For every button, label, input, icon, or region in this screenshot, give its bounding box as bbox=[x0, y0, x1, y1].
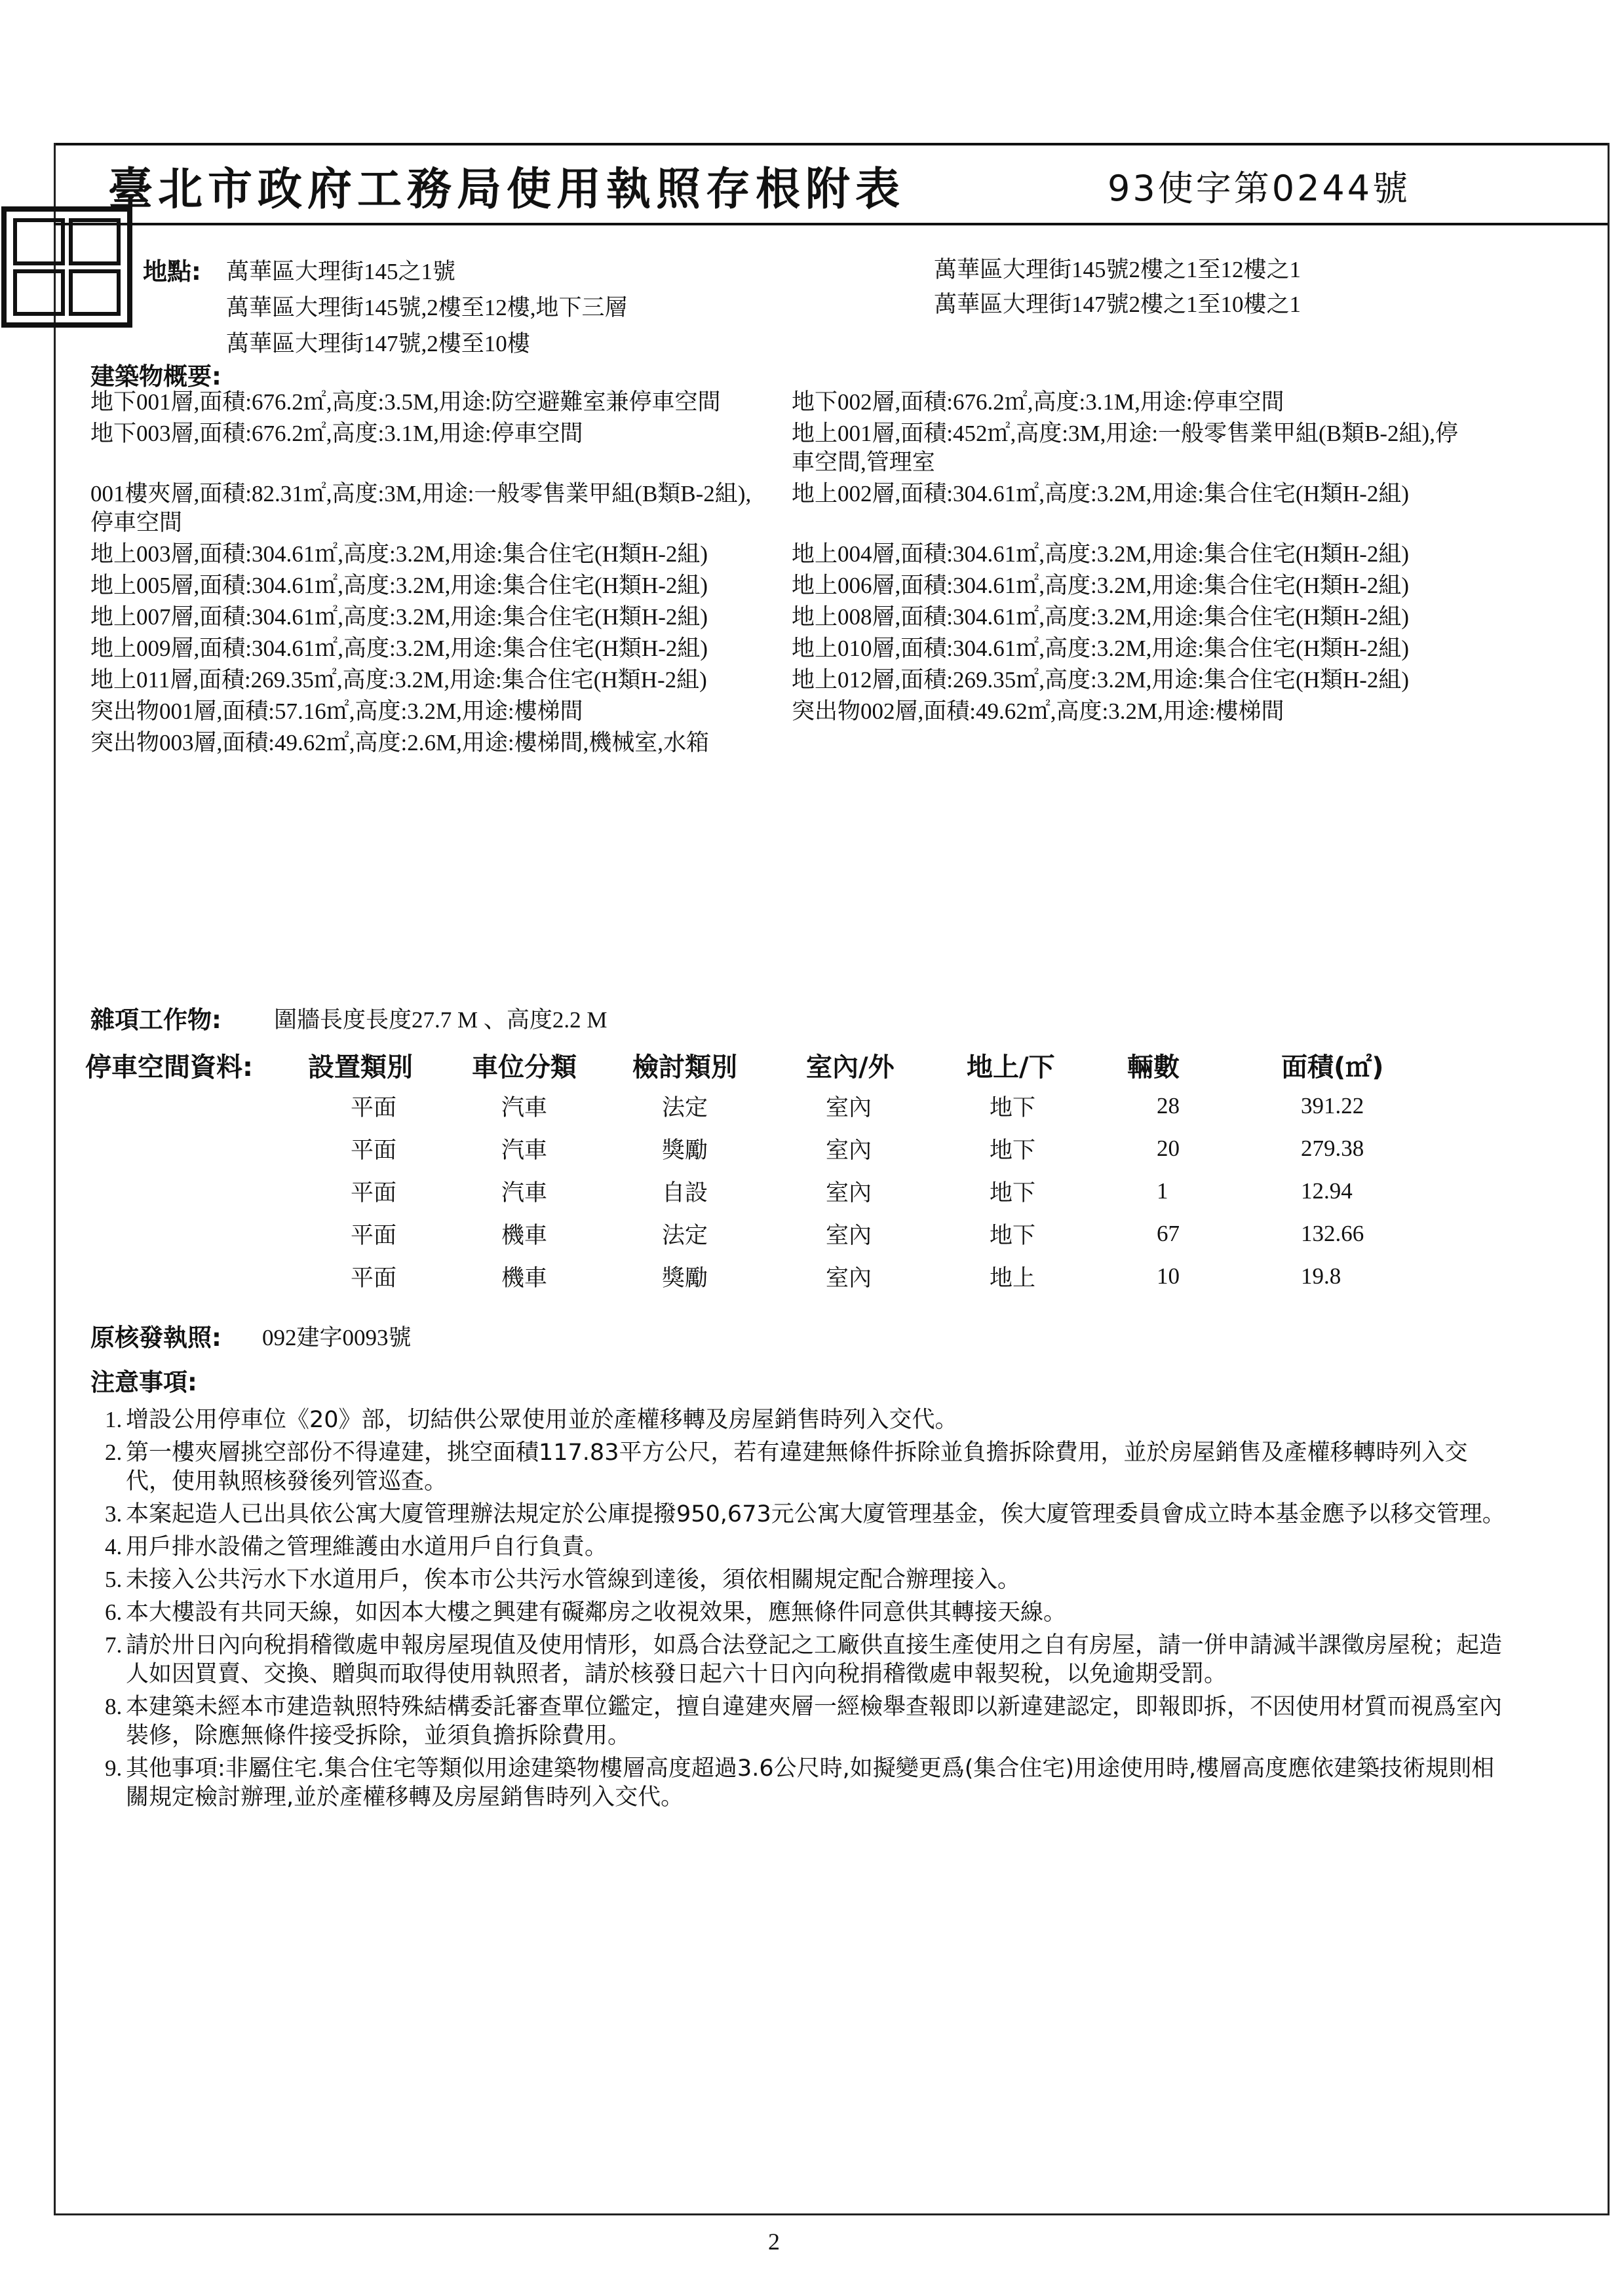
parking-col-header: 輛數 bbox=[1127, 1052, 1180, 1082]
location-left-2: 萬華區大理街145號,2樓至12樓,地下三層 bbox=[226, 295, 628, 320]
table-cell: 室內 bbox=[826, 1179, 872, 1206]
note-number: 1. bbox=[105, 1407, 123, 1432]
table-cell: 132.66 bbox=[1301, 1220, 1364, 1246]
table-row bbox=[85, 1170, 1412, 1212]
note-number: 8. bbox=[105, 1694, 123, 1719]
location-left-1: 萬華區大理街145之1號 bbox=[226, 259, 456, 284]
floor-row bbox=[90, 729, 1493, 760]
floor-entry: 地上012層,面積:269.35㎡,高度:3.2M,用途:集合住宅(H類H-2組) bbox=[792, 667, 1410, 693]
misc-works-label: 雜項工作物: bbox=[90, 1006, 222, 1034]
list-item bbox=[105, 1500, 1507, 1529]
note-text: 用戶排水設備之管理維護由水道用戶自行負責。 bbox=[126, 1534, 608, 1560]
list-item bbox=[105, 1406, 1507, 1434]
notes-list bbox=[105, 1406, 1507, 1816]
table-cell: 法定 bbox=[662, 1094, 708, 1120]
list-item bbox=[105, 1631, 1507, 1689]
table-cell: 地下 bbox=[990, 1137, 1036, 1163]
table-row bbox=[85, 1127, 1412, 1170]
note-text: 其他事項:非屬住宅.集合住宅等類似用途建築物樓層高度超過3.6公尺時,如擬變更爲(集合住宅)用途使用時,樓層高度應依建築技術規則相關規定檢討辦理,並於產權移轉及房屋銷售時列入交代。 bbox=[126, 1755, 1495, 1810]
parking-col-header: 面積(㎡) bbox=[1281, 1052, 1384, 1082]
misc-works-value: 圍牆長度長度27.7 M 、高度2.2 M bbox=[274, 1007, 608, 1033]
list-item bbox=[105, 1533, 1507, 1561]
table-row bbox=[85, 1255, 1412, 1297]
floor-row bbox=[90, 697, 1493, 729]
table-cell: 地下 bbox=[990, 1094, 1036, 1120]
official-stamp-seal bbox=[1, 206, 132, 328]
table-cell: 平面 bbox=[351, 1137, 397, 1163]
floor-entry: 地上004層,面積:304.61㎡,高度:3.2M,用途:集合住宅(H類H-2組) bbox=[792, 541, 1410, 567]
table-row bbox=[85, 1212, 1412, 1255]
note-number: 6. bbox=[105, 1599, 123, 1625]
page-number: 2 bbox=[768, 2229, 780, 2255]
table-cell: 平面 bbox=[351, 1265, 397, 1291]
note-text: 增設公用停車位《20》部，切結供公眾使用並於產權移轉及房屋銷售時列入交代。 bbox=[126, 1407, 958, 1433]
table-cell: 10 bbox=[1157, 1263, 1180, 1289]
table-cell: 平面 bbox=[351, 1094, 397, 1120]
floor-row bbox=[90, 388, 1493, 419]
table-row bbox=[85, 1084, 1412, 1127]
floor-entry: 地下002層,面積:676.2㎡,高度:3.1M,用途:停車空間 bbox=[792, 389, 1284, 415]
table-cell: 室內 bbox=[826, 1265, 872, 1291]
note-text: 本案起造人已出具依公寓大廈管理辦法規定於公庫提撥950,673元公寓大廈管理基金，俟大廈管理委員會成立時本基金應予以移交管理。 bbox=[126, 1501, 1505, 1527]
floor-entry: 地上008層,面積:304.61㎡,高度:3.2M,用途:集合住宅(H類H-2組) bbox=[792, 604, 1410, 630]
parking-col-header: 地上/下 bbox=[967, 1052, 1055, 1082]
table-cell: 28 bbox=[1157, 1092, 1180, 1119]
table-cell: 地下 bbox=[990, 1179, 1036, 1206]
permit-number: 93使字第0244號 bbox=[1108, 168, 1411, 209]
table-cell: 汽車 bbox=[501, 1094, 548, 1120]
original-permit-value: 092建字0093號 bbox=[262, 1325, 412, 1350]
floor-entry: 地上002層,面積:304.61㎡,高度:3.2M,用途:集合住宅(H類H-2組) bbox=[792, 481, 1410, 507]
table-cell: 汽車 bbox=[501, 1179, 548, 1206]
floor-entry: 突出物001層,面積:57.16㎡,高度:3.2M,用途:樓梯間 bbox=[90, 698, 583, 724]
parking-header-row bbox=[85, 1045, 1412, 1084]
floor-entry: 地上010層,面積:304.61㎡,高度:3.2M,用途:集合住宅(H類H-2組) bbox=[792, 636, 1410, 661]
building-floor-list bbox=[90, 388, 1493, 760]
table-cell: 室內 bbox=[826, 1094, 872, 1120]
note-text: 請於卅日內向稅捐稽徵處申報房屋現值及使用情形，如爲合法登記之工廠供直接生產使用之自有房屋，請一併申請減半課徵房屋稅；起造人如因買賣、交換、贈與而取得使用執照者，請於核發日起六十日內向稅捐稽徵處申報契稅，以免逾期受罰。 bbox=[126, 1632, 1503, 1687]
floor-entry: 地上003層,面積:304.61㎡,高度:3.2M,用途:集合住宅(H類H-2組) bbox=[90, 541, 708, 567]
note-number: 9. bbox=[105, 1755, 123, 1781]
header-bottom-rule bbox=[54, 223, 1608, 225]
parking-col-header: 室內/外 bbox=[806, 1052, 895, 1082]
building-overview-label: 建築物概要: bbox=[90, 362, 222, 391]
table-cell: 20 bbox=[1157, 1135, 1180, 1161]
floor-row bbox=[90, 480, 1493, 540]
note-text: 第一樓夾層挑空部份不得違建，挑空面積117.83平方公尺，若有違建無條件拆除並負擔拆除費用，並於房屋銷售及產權移轉時列入交代，使用執照核發後列管巡查。 bbox=[126, 1440, 1468, 1495]
list-item bbox=[105, 1754, 1507, 1812]
floor-entry: 地上007層,面積:304.61㎡,高度:3.2M,用途:集合住宅(H類H-2組) bbox=[90, 604, 708, 630]
floor-entry: 地上009層,面積:304.61㎡,高度:3.2M,用途:集合住宅(H類H-2組) bbox=[90, 636, 708, 661]
table-cell: 地下 bbox=[990, 1222, 1036, 1248]
floor-entry: 地下001層,面積:676.2㎡,高度:3.5M,用途:防空避難室兼停車空間 bbox=[90, 389, 721, 415]
floor-entry: 地上011層,面積:269.35㎡,高度:3.2M,用途:集合住宅(H類H-2組) bbox=[90, 667, 707, 693]
floor-entry: 地上001層,面積:452㎡,高度:3M,用途:一般零售業甲組(B類B-2組),停車空間,管理室 bbox=[792, 421, 1458, 475]
floor-row bbox=[90, 571, 1493, 603]
table-cell: 自設 bbox=[662, 1179, 708, 1206]
notes-label: 注意事項: bbox=[90, 1368, 197, 1396]
floor-row bbox=[90, 540, 1493, 571]
parking-col-header: 設置類別 bbox=[308, 1052, 413, 1082]
table-cell: 1 bbox=[1157, 1177, 1168, 1204]
table-cell: 獎勵 bbox=[662, 1265, 708, 1291]
floor-row bbox=[90, 419, 1493, 480]
table-cell: 獎勵 bbox=[662, 1137, 708, 1163]
location-right-2: 萬華區大理街147號2樓之1至10樓之1 bbox=[934, 292, 1302, 317]
table-cell: 地上 bbox=[990, 1265, 1036, 1291]
floor-entry: 突出物002層,面積:49.62㎡,高度:3.2M,用途:樓梯間 bbox=[792, 698, 1284, 724]
parking-table bbox=[85, 1045, 1412, 1297]
note-number: 7. bbox=[105, 1632, 123, 1658]
table-cell: 279.38 bbox=[1301, 1135, 1364, 1161]
table-cell: 平面 bbox=[351, 1222, 397, 1248]
table-cell: 12.94 bbox=[1301, 1177, 1353, 1204]
table-cell: 汽車 bbox=[501, 1137, 548, 1163]
document-title: 臺北市政府工務局使用執照存根附表 bbox=[108, 164, 906, 216]
parking-col-header: 檢討類別 bbox=[632, 1052, 737, 1082]
floor-row bbox=[90, 634, 1493, 666]
note-text: 本大樓設有共同天線，如因本大樓之興建有礙鄰房之收視效果，應無條件同意供其轉接天線。 bbox=[126, 1599, 1067, 1626]
note-text: 未接入公共污水下水道用戶，俟本市公共污水管線到達後，須依相關規定配合辦理接入。 bbox=[126, 1567, 1021, 1593]
original-permit-label: 原核發執照: bbox=[90, 1324, 222, 1352]
table-cell: 機車 bbox=[501, 1222, 548, 1248]
table-cell: 67 bbox=[1157, 1220, 1180, 1246]
note-number: 2. bbox=[105, 1440, 123, 1465]
table-cell: 室內 bbox=[826, 1137, 872, 1163]
table-cell: 室內 bbox=[826, 1222, 872, 1248]
list-item bbox=[105, 1565, 1507, 1594]
location-label: 地點: bbox=[143, 258, 201, 286]
floor-entry: 突出物003層,面積:49.62㎡,高度:2.6M,用途:樓梯間,機械室,水箱 bbox=[90, 730, 710, 756]
table-cell: 391.22 bbox=[1301, 1092, 1364, 1119]
location-right-1: 萬華區大理街145號2樓之1至12樓之1 bbox=[934, 257, 1302, 282]
floor-entry: 001樓夾層,面積:82.31㎡,高度:3M,用途:一般零售業甲組(B類B-2組),停車空間 bbox=[90, 481, 752, 535]
floor-row bbox=[90, 603, 1493, 634]
note-number: 5. bbox=[105, 1567, 123, 1592]
floor-entry: 地上006層,面積:304.61㎡,高度:3.2M,用途:集合住宅(H類H-2組) bbox=[792, 573, 1410, 598]
parking-label: 停車空間資料: bbox=[85, 1052, 253, 1082]
note-number: 3. bbox=[105, 1501, 123, 1527]
list-item bbox=[105, 1598, 1507, 1627]
parking-col-header: 車位分類 bbox=[472, 1052, 577, 1082]
location-left-3: 萬華區大理街147號,2樓至10樓 bbox=[226, 331, 530, 356]
floor-entry: 地上005層,面積:304.61㎡,高度:3.2M,用途:集合住宅(H類H-2組) bbox=[90, 573, 708, 598]
list-item bbox=[105, 1438, 1507, 1496]
table-cell: 法定 bbox=[662, 1222, 708, 1248]
floor-entry: 地下003層,面積:676.2㎡,高度:3.1M,用途:停車空間 bbox=[90, 421, 583, 446]
table-cell: 19.8 bbox=[1301, 1263, 1341, 1289]
note-text: 本建築未經本市建造執照特殊結構委託審查單位鑑定，擅自違建夾層一經檢舉查報即以新違建認定，即報即拆，不因使用材質而視爲室內裝修，除應無條件接受拆除，並須負擔拆除費用。 bbox=[126, 1694, 1503, 1749]
list-item bbox=[105, 1693, 1507, 1750]
note-number: 4. bbox=[105, 1534, 123, 1559]
floor-row bbox=[90, 666, 1493, 697]
table-cell: 機車 bbox=[501, 1265, 548, 1291]
table-cell: 平面 bbox=[351, 1179, 397, 1206]
